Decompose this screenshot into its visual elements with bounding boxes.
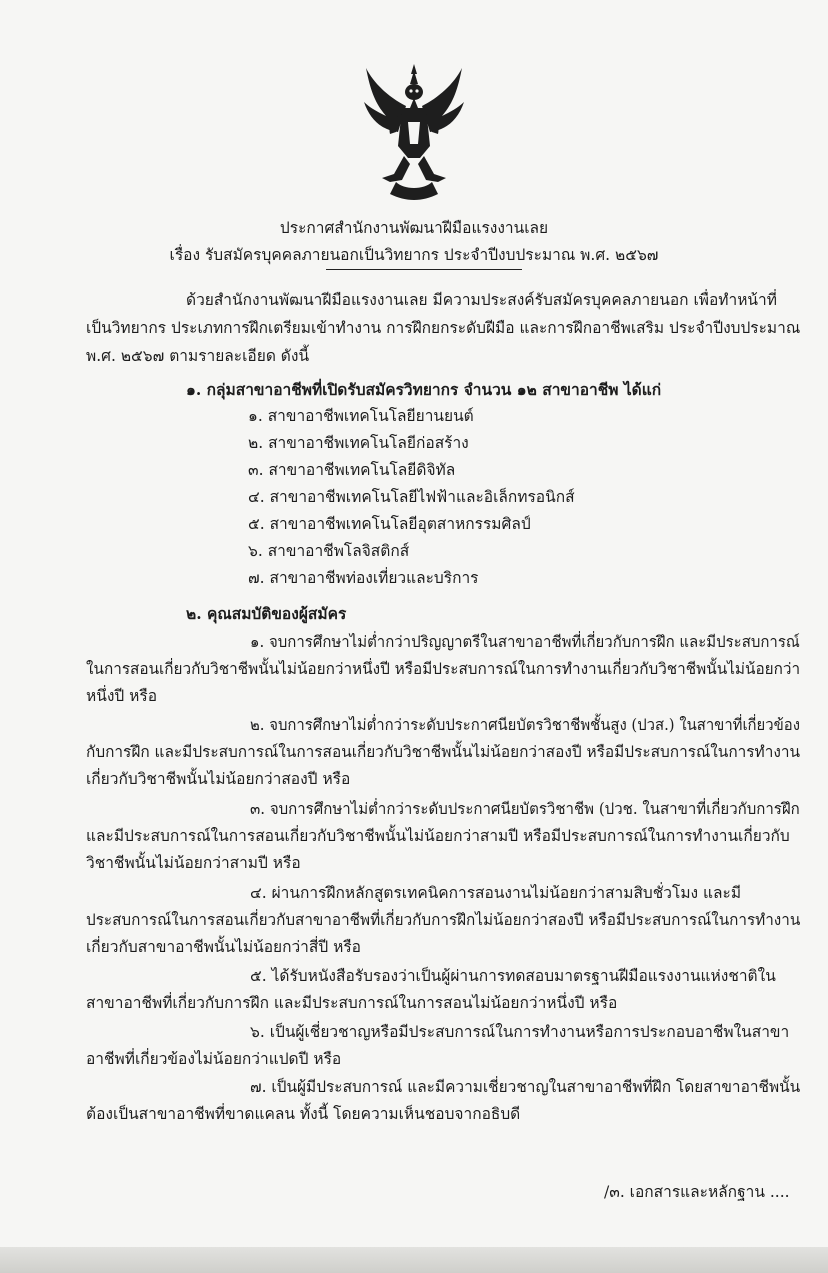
list-item: ๕. สาขาอาชีพเทคโนโลยีอุตสาหกรรมศิลป์ bbox=[248, 515, 531, 533]
qualification-line: วิชาชีพนั้นไม่น้อยกว่าสามปี หรือ bbox=[86, 854, 301, 872]
qualification-line: เกี่ยวกับสาขาอาชีพนั้นไม่น้อยกว่าสี่ปี หรือ bbox=[86, 938, 361, 956]
intro-line: ด้วยสำนักงานพัฒนาฝีมือแรงงานเลย มีความประสงค์รับสมัครบุคคลภายนอก เพื่อทำหน้าที่ bbox=[186, 291, 777, 309]
qualification-line: กับการฝึก และมีประสบการณ์ในการสอนเกี่ยวกับวิชาชีพนั้นไม่น้อยกว่าสองปี หรือมีประสบการณ์ในการทำงาน bbox=[86, 743, 801, 761]
qualification-line: สาขาอาชีพที่เกี่ยวกับการฝึก และมีประสบการณ์ในการสอนไม่น้อยกว่าหนึ่งปี หรือ bbox=[86, 994, 618, 1012]
qualification-line: อาชีพที่เกี่ยวข้องไม่น้อยกว่าแปดปี หรือ bbox=[86, 1050, 342, 1068]
section-heading: ๑. กลุ่มสาขาอาชีพที่เปิดรับสมัครวิทยากร จำนวน ๑๒ สาขาอาชีพ ได้แก่ bbox=[186, 380, 662, 399]
qualification-line: หนึ่งปี หรือ bbox=[86, 687, 157, 705]
list-item: ๑. สาขาอาชีพเทคโนโลยียานยนต์ bbox=[248, 407, 474, 425]
qualification-line: ๒. จบการศึกษาไม่ต่ำกว่าระดับประกาศนียบัตรวิชาชีพชั้นสูง (ปวส.) ในสาขาที่เกี่ยวข้อง bbox=[250, 716, 800, 734]
garuda-emblem-icon bbox=[360, 62, 468, 204]
announcement-title: ประกาศสำนักงานพัฒนาฝีมือแรงงานเลย bbox=[279, 219, 549, 237]
intro-line: เป็นวิทยากร ประเภทการฝึกเตรียมเข้าทำงาน การฝึกยกระดับฝีมือ และการฝึกอาชีพเสริม ประจำปีงบประมาณ bbox=[86, 319, 801, 337]
list-item: ๗. สาขาอาชีพท่องเที่ยวและบริการ bbox=[248, 569, 479, 587]
page-bottom-edge bbox=[0, 1247, 828, 1273]
qualification-line: ๕. ได้รับหนังสือรับรองว่าเป็นผู้ผ่านการทดสอบมาตรฐานฝีมือแรงงานแห่งชาติใน bbox=[250, 967, 776, 985]
list-item: ๖. สาขาอาชีพโลจิสติกส์ bbox=[248, 542, 410, 560]
list-item: ๓. สาขาอาชีพเทคโนโลยีดิจิทัล bbox=[248, 461, 456, 479]
section-heading: ๒. คุณสมบัติของผู้สมัคร bbox=[186, 604, 347, 623]
qualification-line: เกี่ยวกับวิชาชีพนั้นไม่น้อยกว่าสองปี หรือ bbox=[86, 770, 351, 788]
qualification-line: และมีประสบการณ์ในการสอนเกี่ยวกับวิชาชีพนั้นไม่น้อยกว่าสามปี หรือมีประสบการณ์ในการทำงานเกี่ยวกับ bbox=[86, 827, 790, 845]
continuation-note: /๓. เอกสารและหลักฐาน .... bbox=[604, 1183, 790, 1201]
qualification-line: ๑. จบการศึกษาไม่ต่ำกว่าปริญญาตรีในสาขาอาชีพที่เกี่ยวกับการฝึก และมีประสบการณ์ bbox=[250, 633, 800, 651]
qualification-line: ๔. ผ่านการฝึกหลักสูตรเทคนิคการสอนงานไม่น้อยกว่าสามสิบชั่วโมง และมี bbox=[250, 884, 742, 902]
qualification-line: ต้องเป็นสาขาอาชีพที่ขาดแคลน ทั้งนี้ โดยความเห็นชอบจากอธิบดี bbox=[86, 1105, 521, 1123]
list-item: ๒. สาขาอาชีพเทคโนโลยีก่อสร้าง bbox=[248, 434, 469, 452]
qualification-line: ๖. เป็นผู้เชี่ยวชาญหรือมีประสบการณ์ในการทำงานหรือการประกอบอาชีพในสาขา bbox=[250, 1023, 790, 1041]
qualification-line: ในการสอนเกี่ยวกับวิชาชีพนั้นไม่น้อยกว่าหนึ่งปี หรือมีประสบการณ์ในการทำงานเกี่ยวกับวิชาชีพนั้นไม่น้อยกว่า bbox=[86, 660, 801, 678]
list-item: ๔. สาขาอาชีพเทคโนโลยีไฟฟ้าและอิเล็กทรอนิกส์ bbox=[248, 488, 575, 506]
title-divider bbox=[326, 269, 522, 270]
qualification-line: ประสบการณ์ในการสอนเกี่ยวกับสาขาอาชีพที่เกี่ยวกับการฝึกไม่น้อยกว่าสองปี หรือมีประสบการณ์ในการทำงาน bbox=[86, 911, 801, 929]
qualification-line: ๗. เป็นผู้มีประสบการณ์ และมีความเชี่ยวชาญในสาขาอาชีพที่ฝึก โดยสาขาอาชีพนั้น bbox=[250, 1078, 801, 1096]
intro-line: พ.ศ. ๒๕๖๗ ตามรายละเอียด ดังนี้ bbox=[86, 347, 310, 365]
qualification-line: ๓. จบการศึกษาไม่ต่ำกว่าระดับประกาศนียบัตรวิชาชีพ (ปวช. ในสาขาที่เกี่ยวกับการฝึก bbox=[250, 800, 800, 818]
announcement-subject: เรื่อง รับสมัครบุคคลภายนอกเป็นวิทยากร ประจำปีงบประมาณ พ.ศ. ๒๕๖๗ bbox=[169, 246, 659, 264]
